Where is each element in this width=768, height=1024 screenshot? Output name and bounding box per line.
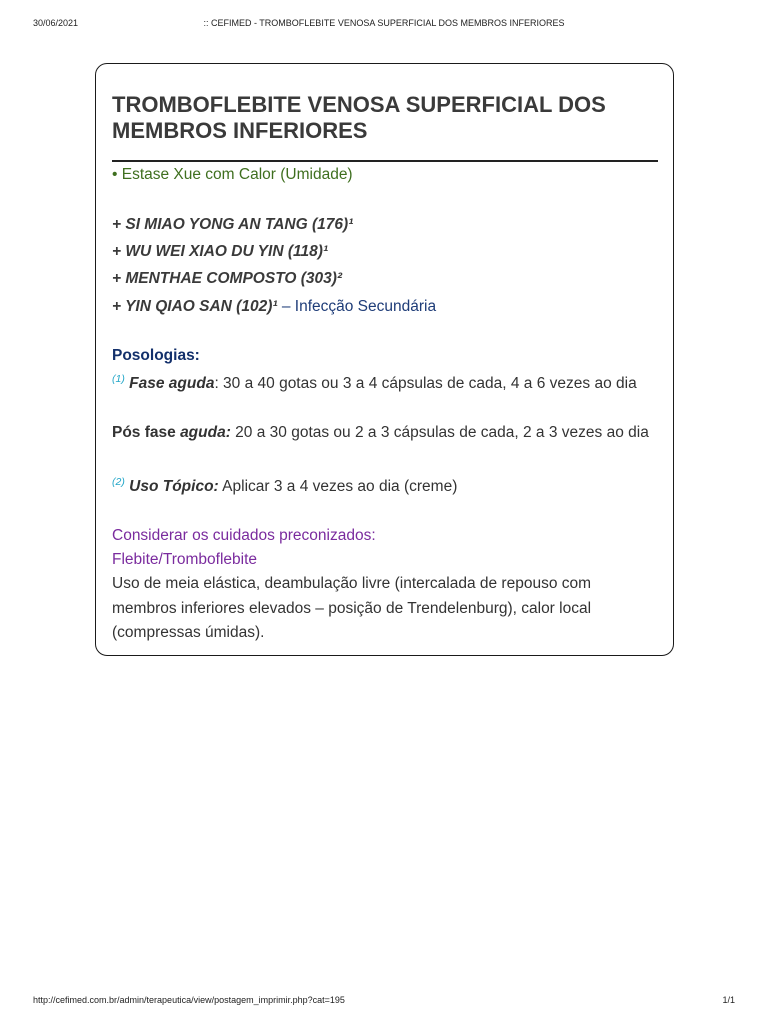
dosage-label: Uso Tópico: — [129, 478, 219, 495]
footnote-ref: (1) — [112, 373, 125, 385]
formula-item: + WU WEI XIAO DU YIN (118)¹ — [112, 243, 329, 260]
diagnosis-text: • Estase Xue com Calor (Umidade) — [112, 166, 353, 183]
title-divider — [112, 160, 658, 162]
print-page-number: 1/1 — [722, 995, 735, 1005]
print-page-title: :: CEFIMED - TROMBOFLEBITE VENOSA SUPERFICIAL DOS MEMBROS INFERIORES — [203, 18, 565, 28]
print-date: 30/06/2021 — [33, 18, 79, 28]
dosage-text: : 30 a 40 gotas ou 3 a 4 cápsulas de cada, 4 a 6 vezes ao dia — [214, 375, 637, 392]
dosage-text: Aplicar 3 a 4 vezes ao dia (creme) — [218, 478, 458, 495]
card-title: TROMBOFLEBITE VENOSA SUPERFICIAL DOS MEMBROS INFERIORES — [112, 92, 606, 143]
dosage-label: Fase aguda — [129, 375, 215, 392]
care-text: Uso de meia elástica, deambulação livre (intercalada de repouso com membros inferiores elevados – posição de Trendelenburg), calor local (compressas úmidas). — [112, 575, 592, 641]
dosage-topical — [112, 475, 652, 501]
formula-name: + YIN QIAO SAN (102)¹ — [112, 298, 278, 315]
formula-item: + MENTHAE COMPOSTO (303)² — [112, 270, 343, 287]
formula-note: – Infecção Secundária — [277, 298, 437, 315]
care-subheading: Flebite/Tromboflebite — [112, 551, 258, 568]
dosage-label: Pós fase — [112, 424, 181, 441]
formula-item: + SI MIAO YONG AN TANG (176)¹ — [112, 216, 354, 233]
footnote-ref: (2) — [112, 476, 125, 488]
dosage-text: 20 a 30 gotas ou 2 a 3 cápsulas de cada, 2 a 3 vezes ao dia — [230, 424, 649, 441]
care-heading: Considerar os cuidados preconizados: — [112, 527, 376, 544]
content-card — [95, 63, 674, 656]
dosage-label-italic: aguda: — [180, 424, 231, 441]
posologias-heading: Posologias: — [112, 347, 200, 364]
dosage-post-acute — [112, 421, 652, 446]
print-footer-url: http://cefimed.com.br/admin/terapeutica/view/postagem_imprimir.php?cat=195 — [33, 995, 345, 1005]
dosage-acute — [112, 372, 652, 398]
formula-item — [112, 295, 436, 319]
